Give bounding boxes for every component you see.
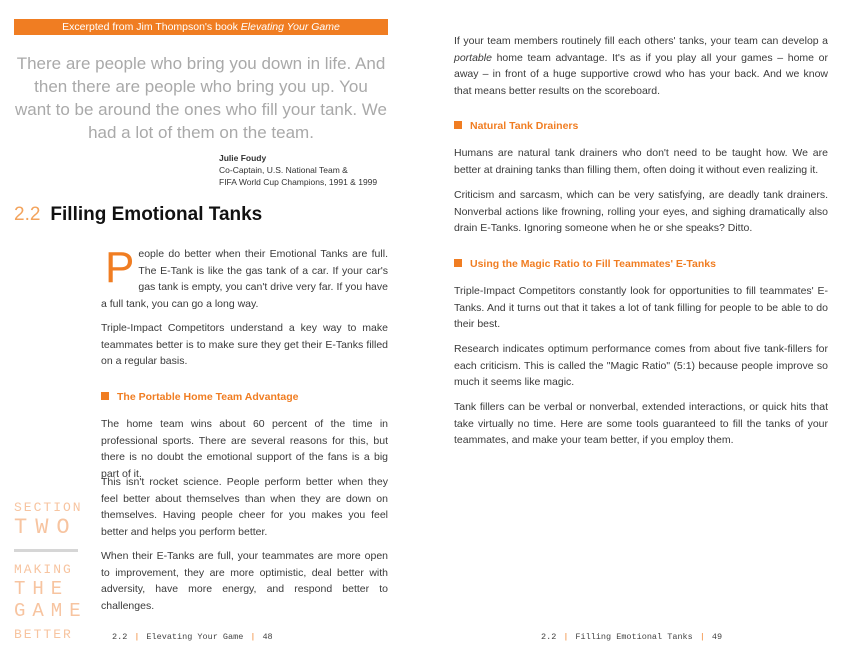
paragraph: This isn't rocket science. People perform better when they feel better about themselves than when they are down on themselves. Having people cheer for you makes you feel better and helps you perform better.: [101, 476, 388, 538]
subheading: [101, 391, 298, 403]
emphasis: portable: [454, 51, 492, 64]
page-number: 49: [711, 632, 723, 642]
paragraph: When their E-Tanks are full, your teammates are more open to improvement, they are more optimistic, deal better with adversity, have more energy, and respond better to challenges.: [101, 550, 388, 612]
page-footer: [112, 632, 273, 642]
footer-separator: |: [563, 632, 569, 642]
subheading: [454, 120, 578, 132]
paragraph: Criticism and sarcasm, which can be very satisfying, are deadly tank drainers. Nonverbal actions like frowning, rolling your eyes, and sighing dramatically also drain E-Tanks. Ignoring someone when he or she speaks? Ditto.: [454, 189, 828, 234]
paragraph: Tank fillers can be verbal or nonverbal, extended interactions, or quick hits that take virtually no time. Here are some tools guaranteed to fill the tanks of your teammates, and make your team better, if you employ them.: [454, 401, 828, 446]
footer-separator: |: [134, 632, 140, 642]
quote-attribution: [219, 152, 377, 188]
excerpt-banner: [14, 19, 388, 35]
page-number: 48: [262, 632, 273, 642]
square-bullet-icon: [454, 259, 462, 267]
subheading-text: Natural Tank Drainers: [470, 120, 579, 132]
footer-section: 2.2: [112, 632, 128, 642]
paragraph: Triple-Impact Competitors understand a key way to make teammates better is to make sure they get their E-Tanks filled on a regular basis.: [101, 322, 388, 367]
square-bullet-icon: [101, 392, 109, 400]
square-bullet-icon: [454, 121, 462, 129]
side-section-word: TWO: [14, 515, 78, 540]
subheading-text: Using the Magic Ratio to Fill Teammates' E-Tanks: [470, 258, 716, 270]
footer-separator: |: [699, 632, 705, 642]
side-better: BETTER: [14, 627, 73, 642]
text-run: home team advantage. It's as if you play all your games – home or away – in front of a huge supportive crowd who has your back. And we know that means better results on the scoreboard.: [454, 51, 828, 97]
drop-cap: P: [105, 243, 135, 292]
pull-quote: There are people who bring you down in life. And then there are people who bring you up. You want to be around the ones who fill your tank. We had a lot of them on the team.: [14, 54, 388, 142]
paragraph: [454, 33, 828, 99]
side-divider: [14, 549, 78, 552]
banner-book-title: Elevating Your Game: [240, 21, 340, 33]
paragraph: The home team wins about 60 percent of the time in professional sports. There are several reasons for this, but there is no doubt the emotional support of the fans is a big part of it.: [101, 418, 388, 480]
footer-section: 2.2: [541, 632, 557, 642]
attribution-name: Julie Foudy: [219, 153, 267, 163]
footer-separator: |: [250, 632, 256, 642]
section-heading: [14, 204, 262, 226]
banner-prefix: Excerpted from Jim Thompson's book: [62, 21, 241, 33]
side-making: MAKING: [14, 562, 73, 577]
side-game: GAME: [14, 600, 88, 622]
page-footer: [541, 632, 722, 642]
intro-text: eople do better when their Emotional Tanks are full. The E-Tank is like the gas tank of a car. If your car's gas tank is empty, you can't drive very far. If you have a full tank, you can go a long way.: [101, 248, 388, 310]
footer-title: Elevating Your Game: [146, 632, 244, 642]
subheading-text: The Portable Home Team Advantage: [117, 391, 299, 403]
paragraph: Triple-Impact Competitors constantly look for opportunities to fill teammates' E-Tanks. And it turns out that it takes a lot of tank filling for people to be able to do their best.: [454, 285, 828, 330]
side-section-label: SECTION: [14, 500, 83, 515]
footer-title: Filling Emotional Tanks: [575, 632, 693, 642]
text-run: If your team members routinely fill each others' tanks, your team can develop a: [454, 35, 828, 47]
paragraph: Humans are natural tank drainers who don't need to be taught how. We are better at draining tanks than filling them, often doing it without even realizing it.: [454, 147, 828, 176]
subheading: [454, 258, 716, 270]
section-number: 2.2: [14, 204, 41, 225]
side-the: THE: [14, 578, 70, 600]
paragraph: Research indicates optimum performance comes from about five tank-fillers for each criticism. This is called the "Magic Ratio" (5:1) because people improve so much it seems like magic.: [454, 343, 828, 388]
right-page: [423, 0, 846, 658]
section-title: Filling Emotional Tanks: [50, 204, 263, 225]
attribution-line-2: FIFA World Cup Champions, 1991 & 1999: [219, 177, 378, 187]
attribution-line-1: Co-Captain, U.S. National Team &: [219, 165, 348, 175]
intro-paragraph: [101, 243, 388, 312]
